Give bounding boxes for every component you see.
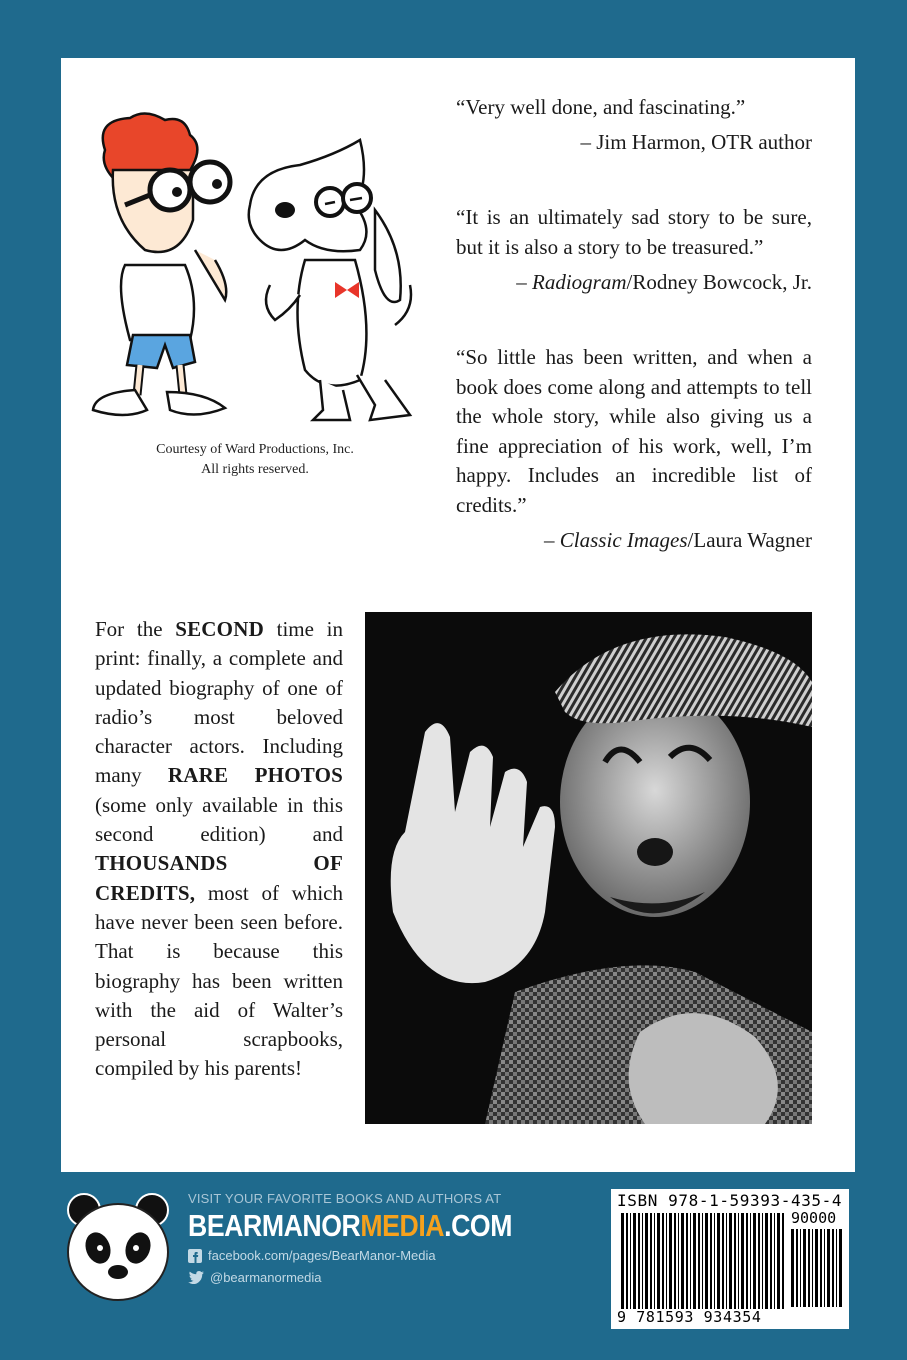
barcode-bar [654,1213,655,1309]
quote-2-attribution: – Radiogram/Rodney Bowcock, Jr. [516,270,812,294]
visit-tagline: VISIT YOUR FAVORITE BOOKS AND AUTHORS AT [188,1191,502,1206]
barcode-bar [812,1229,813,1307]
barcode-bar [633,1213,636,1309]
boy-figure [93,113,230,415]
barcode-bar [717,1213,720,1309]
barcode-bar [690,1213,691,1309]
bearmanor-panda-logo [62,1190,174,1308]
quote-3-attribution: – Classic Images/Laura Wagner [544,528,812,552]
barcode-bar [686,1213,688,1309]
barcode-bar [666,1213,667,1309]
barcode-bar [777,1213,780,1309]
barcode-bar [746,1213,748,1309]
cartoon-credit-line-2: All rights reserved. [201,462,309,477]
barcode-bar [808,1229,810,1307]
price-barcode-bars [791,1229,843,1307]
barcode-bar [729,1213,732,1309]
barcode-bar [642,1213,643,1309]
cartoon-illustration [85,110,415,430]
barcode-bar [815,1229,818,1307]
barcode-bar [796,1229,798,1307]
barcode-bar [681,1213,684,1309]
barcode-bar [621,1213,624,1309]
barcode-bar [669,1213,672,1309]
barcode-bar [714,1213,715,1309]
cartoon-credit-line-1: Courtesy of Ward Productions, Inc. [156,442,354,457]
barcode-bar [803,1229,806,1307]
barcode-bar [832,1229,834,1307]
barcode-bars [621,1213,786,1313]
barcode-bar [734,1213,736,1309]
barcode-bar [698,1213,700,1309]
price-code: 90000 [791,1209,837,1227]
barcode-bar [638,1213,640,1309]
barcode-bar [782,1213,784,1309]
barcode-bar [750,1213,751,1309]
barcode-bar [702,1213,703,1309]
dog-figure [249,140,411,420]
barcode-bar [678,1213,679,1309]
barcode-bar [662,1213,664,1309]
book-description: For the SECOND time in print: finally, a complete and updated biography of one of radio’s most beloved character actors. Including many RARE PHOTOS (some only available in this second edition) and THOUSANDS OF CREDITS, most of which have never been seen before. That is because this biography has been written with the aid of Walter’s personal scrapbooks, compiled by his parents! [95,617,343,1081]
barcode-bar [758,1213,760,1309]
quote-1: “Very well done, and fascinating.” [456,95,746,119]
twitter-link[interactable]: @bearmanormedia [188,1270,321,1285]
clown-photo [365,612,812,1124]
twitter-icon [188,1271,204,1284]
ean-digits: 9 781593 934354 [617,1308,762,1326]
facebook-link[interactable]: facebook.com/pages/BearManor-Media [188,1248,436,1263]
barcode-bar [630,1213,631,1309]
barcode-bar [791,1229,794,1307]
quote-3: “So little has been written, and when a book does come along and attempts to tell the whole story, while also giving us a fine appreciation of his work, well, I’m happy. Includes an incredible list of credits.” [456,345,812,517]
website-link[interactable]: BEARMANORMEDIA.COM [188,1208,513,1243]
barcode-bar [770,1213,772,1309]
barcode-bar [836,1229,837,1307]
barcode-bar [738,1213,739,1309]
barcode-bar [839,1229,842,1307]
barcode-bar [674,1213,676,1309]
barcode-bar [762,1213,763,1309]
isbn-text: ISBN 978-1-59393-435-4 [617,1191,843,1210]
barcode-bar [710,1213,712,1309]
barcode-bar [800,1229,801,1307]
barcode-bar [705,1213,708,1309]
quote-2: “It is an ultimately sad story to be sure, but it is also a story to be treasured.” [456,205,812,259]
barcode-bar [722,1213,724,1309]
barcode-bar [774,1213,775,1309]
barcode-bar [820,1229,822,1307]
barcode-bar [765,1213,768,1309]
barcode-bar [741,1213,744,1309]
barcode-bar [693,1213,696,1309]
quote-1-attribution: – Jim Harmon, OTR author [580,130,812,154]
barcode-bar [645,1213,648,1309]
barcode-bar [827,1229,830,1307]
barcode-bar [657,1213,660,1309]
barcode-bar [824,1229,825,1307]
facebook-icon [188,1249,202,1263]
barcode-bar [753,1213,756,1309]
barcode-bar [626,1213,628,1309]
barcode-bar [650,1213,652,1309]
barcode-bar [726,1213,727,1309]
isbn-barcode-box [611,1189,849,1329]
